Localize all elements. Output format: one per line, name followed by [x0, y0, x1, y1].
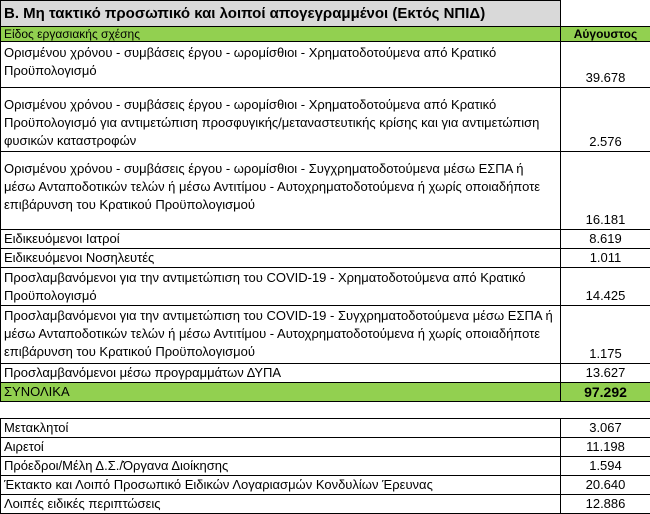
title-blank-cell — [561, 1, 650, 27]
table-row — [1, 419, 650, 438]
table-title: Β. Μη τακτικό προσωπικό και λοιποί απογεγραμμένοι (Εκτός ΝΠΙΔ) — [1, 1, 561, 27]
row-label: Ειδικευόμενοι Νοσηλευτές — [1, 249, 561, 268]
spacer-cell — [1, 402, 561, 419]
spacer-cell — [561, 402, 650, 419]
table-row — [1, 230, 650, 249]
row-value: 39.678 — [561, 42, 650, 88]
table-row — [1, 476, 650, 495]
title-row — [1, 1, 650, 27]
row-value: 14.425 — [561, 268, 650, 306]
table-row — [1, 438, 650, 457]
row-value: 16.181 — [561, 152, 650, 230]
row-value: 12.886 — [561, 495, 650, 514]
spacer-row — [1, 402, 650, 419]
row-label: Προσλαμβανόμενοι για την αντιμετώπιση του COVID-19 - Χρηματοδοτούμενα από Κρατικό Προϋπολογισμό — [1, 268, 561, 306]
row-label: Ορισμένου χρόνου - συμβάσεις έργου - ωρομίσθιοι - Συγχρηματοδοτούμενα μέσω ΕΣΠΑ ή μέσω Ανταποδοτικών τελών ή μέσω Αντιτίμου - Αυτοχρηματοδοτούμενα ή χωρίς οποιαδήποτε επιβάρυνση του Κρατικού Προϋπολογισμού — [1, 152, 561, 230]
table-row — [1, 495, 650, 514]
row-label: Ορισμένου χρόνου - συμβάσεις έργου - ωρομίσθιοι - Χρηματοδοτούμενα από Κρατικό Προϋπολογισμό — [1, 42, 561, 88]
table-row — [1, 268, 650, 306]
total-value: 97.292 — [561, 383, 650, 402]
table-row — [1, 306, 650, 364]
table-row — [1, 249, 650, 268]
row-label: Ορισμένου χρόνου - συμβάσεις έργου - ωρομίσθιοι - Χρηματοδοτούμενα από Κρατικό Προϋπολογισμό για αντιμετώπιση προσφυγικής/μεταναστευτικής κρίσης και για αντιμετώπιση φυσικών καταστροφών — [1, 88, 561, 152]
total-label: ΣΥΝΟΛΙΚΑ — [1, 383, 561, 402]
row-label: Πρόεδροι/Μέλη Δ.Σ./Όργανα Διοίκησης — [1, 457, 561, 476]
row-label: Έκτακτο και Λοιπό Προσωπικό Ειδικών Λογαριασμών Κονδυλίων Έρευνας — [1, 476, 561, 495]
row-value: 2.576 — [561, 88, 650, 152]
row-label: Προσλαμβανόμενοι για την αντιμετώπιση του COVID-19 - Συγχρηματοδοτούμενα μέσω ΕΣΠΑ ή μέσω Ανταποδοτικών τελών ή μέσω Αντιτίμου - Αυτοχρηματοδοτούμενα ή χωρίς οποιαδήποτε επιβάρυνση του Κρατικού Προϋπολογισμού — [1, 306, 561, 364]
row-value: 11.198 — [561, 438, 650, 457]
row-value: 3.067 — [561, 419, 650, 438]
table-row — [1, 88, 650, 152]
row-value: 8.619 — [561, 230, 650, 249]
row-label: Αιρετοί — [1, 438, 561, 457]
row-value: 13.627 — [561, 364, 650, 383]
table-row — [1, 152, 650, 230]
row-value: 1.594 — [561, 457, 650, 476]
table-row — [1, 42, 650, 88]
header-row — [1, 27, 650, 42]
row-value: 1.011 — [561, 249, 650, 268]
row-value: 1.175 — [561, 306, 650, 364]
row-label: Ειδικευόμενοι Ιατροί — [1, 230, 561, 249]
row-label: Μετακλητοί — [1, 419, 561, 438]
header-month: Αύγουστος — [561, 27, 650, 42]
table-row — [1, 364, 650, 383]
row-label: Προσλαμβανόμενοι μέσω προγραμμάτων ΔΥΠΑ — [1, 364, 561, 383]
row-value: 20.640 — [561, 476, 650, 495]
header-type: Είδος εργασιακής σχέσης — [1, 27, 561, 42]
total-row — [1, 383, 650, 402]
row-label: Λοιπές ειδικές περιπτώσεις — [1, 495, 561, 514]
table-row — [1, 457, 650, 476]
